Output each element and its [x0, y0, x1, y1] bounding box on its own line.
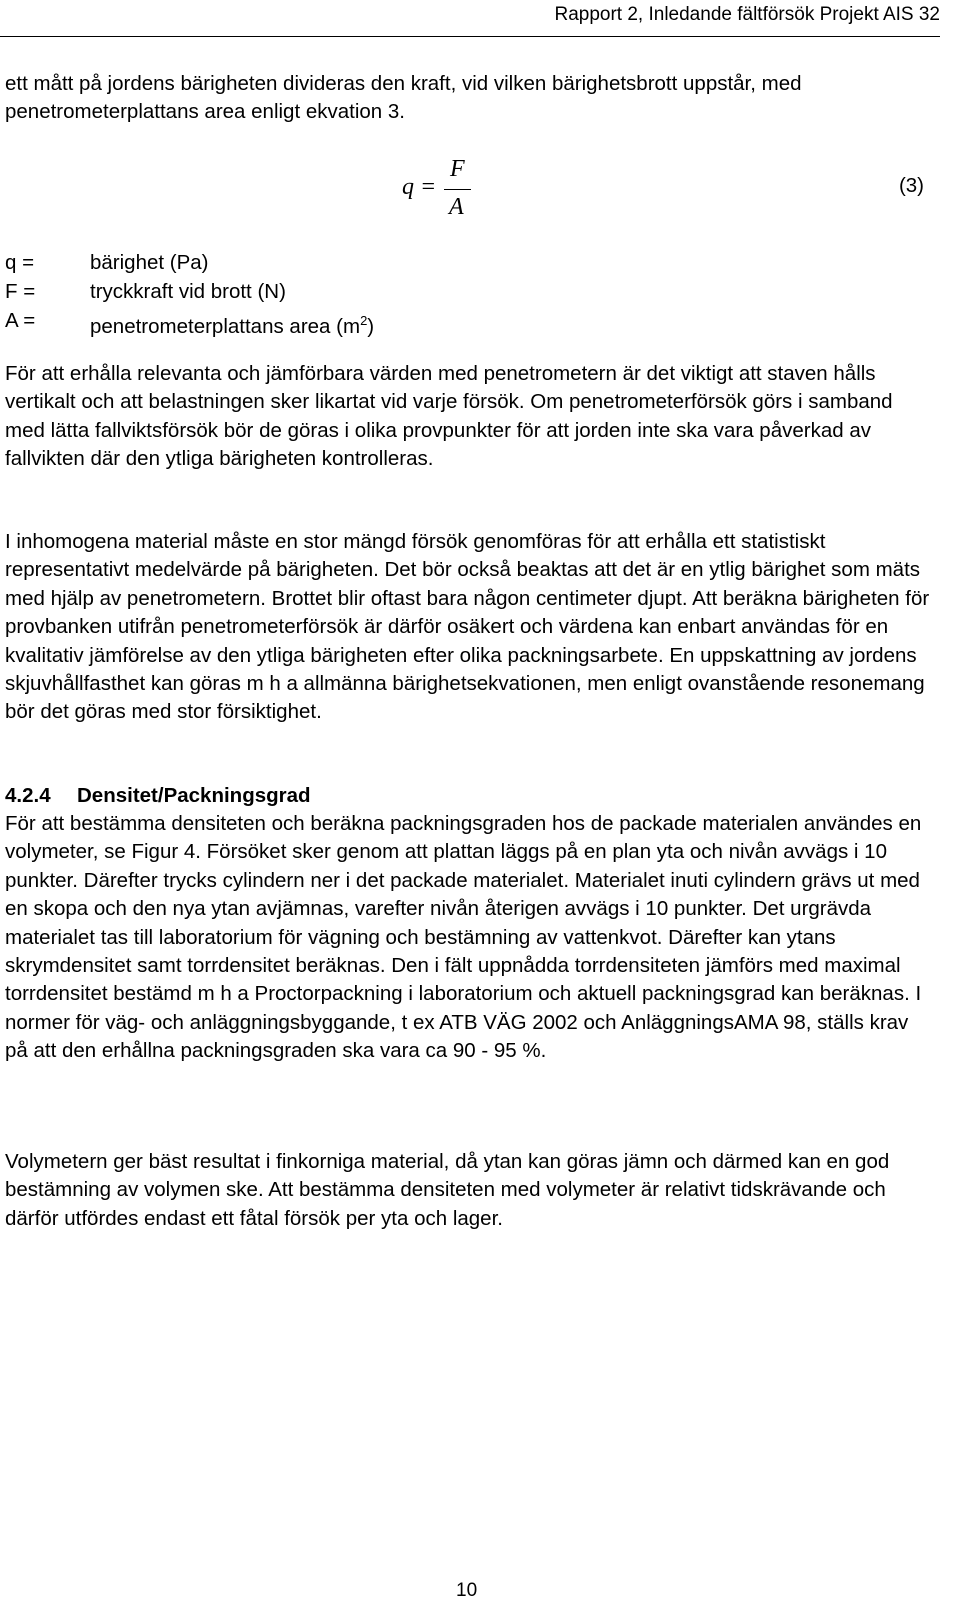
- definition-text: penetrometerplattans area (m: [90, 314, 361, 338]
- header-title: Rapport 2, Inledande fältförsök Projekt AIS 32: [554, 4, 940, 25]
- page-header: [0, 0, 940, 37]
- paragraph-density: För att bestämma densiteten och beräkna packningsgraden hos de packade materialen användes en volymeter, se Figur 4. Försöket sker genom att plattan läggs på en plan yta och nivån avvägs i 10 punkter. Därefter trycks cylindern ner i det packade materialet. Materialet inuti cylindern grävs ut med en skopa och den nya ytan avjämnas, varefter nivån återigen avvägs i 10 punkter. Det urgrävda materialet tas till laboratorium för vägning och bestämning av vattenkvot. Därefter kan ytans skrymdensitet samt torrdensitet beräknas. Den i fält uppnådda torrdensiteten jämförs med maximal torrdensitet bestämd m h a Proctorpackning i laboratorium och aktuell packningsgrad kan beräknas. I normer för väg- och anläggningsbyggande, t ex ATB VÄG 2002 och AnläggningsAMA 98, ställs krav på att den erhållna packningsgraden ska vara ca 90 - 95 %.: [5, 812, 922, 1063]
- equation-numerator: F: [450, 156, 465, 182]
- intro-paragraph: ett mått på jordens bärigheten divideras den kraft, vid vilken bärighetsbrott uppstår, med penetrometerplattans area enligt ekvation 3.: [5, 72, 802, 124]
- paragraph-volumeter: Volymetern ger bäst resultat i finkorniga material, då ytan kan göras jämn och därmed kan en god bestämning av volymen ske. Att bestämma densiteten med volymeter är relativt tidskrävande och därför utfördes endast ett fåtal försök per yta och lager.: [5, 1150, 890, 1230]
- equation-number: (3): [898, 174, 924, 197]
- fraction-bar: [444, 189, 471, 190]
- section-title: Densitet/Packningsgrad: [77, 784, 311, 807]
- paragraph-inhomogeneous: I inhomogena material måste en stor mängd försök genomföras för att erhålla ett statistiskt representativt medelvärde på bärigheten. Det bör också beaktas att det är en ytlig bärighet som mäts med hjälp av penetrometern. Brottet blir oftast bara någon centimeter djupt. Att beräkna bärigheten för provbanken utifrån penetrometerförsök är därför osäkert och värdena kan enbart användas för en kvalitativ jämförelse av den ytliga bärigheten efter olika packningsarbete. En uppskattning av jordens skjuvhållfasthet kan göras m h a allmänna bärighetsekvationen, men enligt ovanstående resonemang bör det göras med stor försiktighet.: [5, 530, 930, 724]
- equation: [402, 152, 492, 224]
- definition-row: [5, 306, 374, 341]
- definition-row: [5, 248, 374, 277]
- definition-symbol: A =: [5, 309, 36, 332]
- definition-row: [5, 277, 374, 306]
- equation-lhs: q =: [402, 174, 437, 200]
- definition-superscript: 2: [360, 313, 368, 328]
- paragraph-penetrometer: För att erhålla relevanta och jämförbara värden med penetrometern är det viktigt att staven hålls vertikalt och att belastningen sker likartat vid varje försök. Om penetrometerförsök görs i samband med lätta fallviktsförsök bör de göras i olika provpunkter för att jorden inte ska vara påverkad av fallvikten där den ytliga bärigheten kontrolleras.: [5, 362, 893, 471]
- definition-symbol: q =: [5, 251, 35, 274]
- definition-suffix: ): [367, 314, 375, 338]
- section-number: 4.2.4: [5, 784, 51, 807]
- definition-symbol: F =: [5, 280, 36, 303]
- page-number: 10: [456, 1580, 478, 1601]
- definition-description: tryckkraft vid brott (N): [90, 280, 286, 303]
- equation-denominator: A: [449, 194, 464, 220]
- section-heading: [5, 784, 311, 808]
- definitions-list: [5, 248, 374, 341]
- definition-description: bärighet (Pa): [90, 251, 209, 274]
- definition-description: [90, 306, 374, 341]
